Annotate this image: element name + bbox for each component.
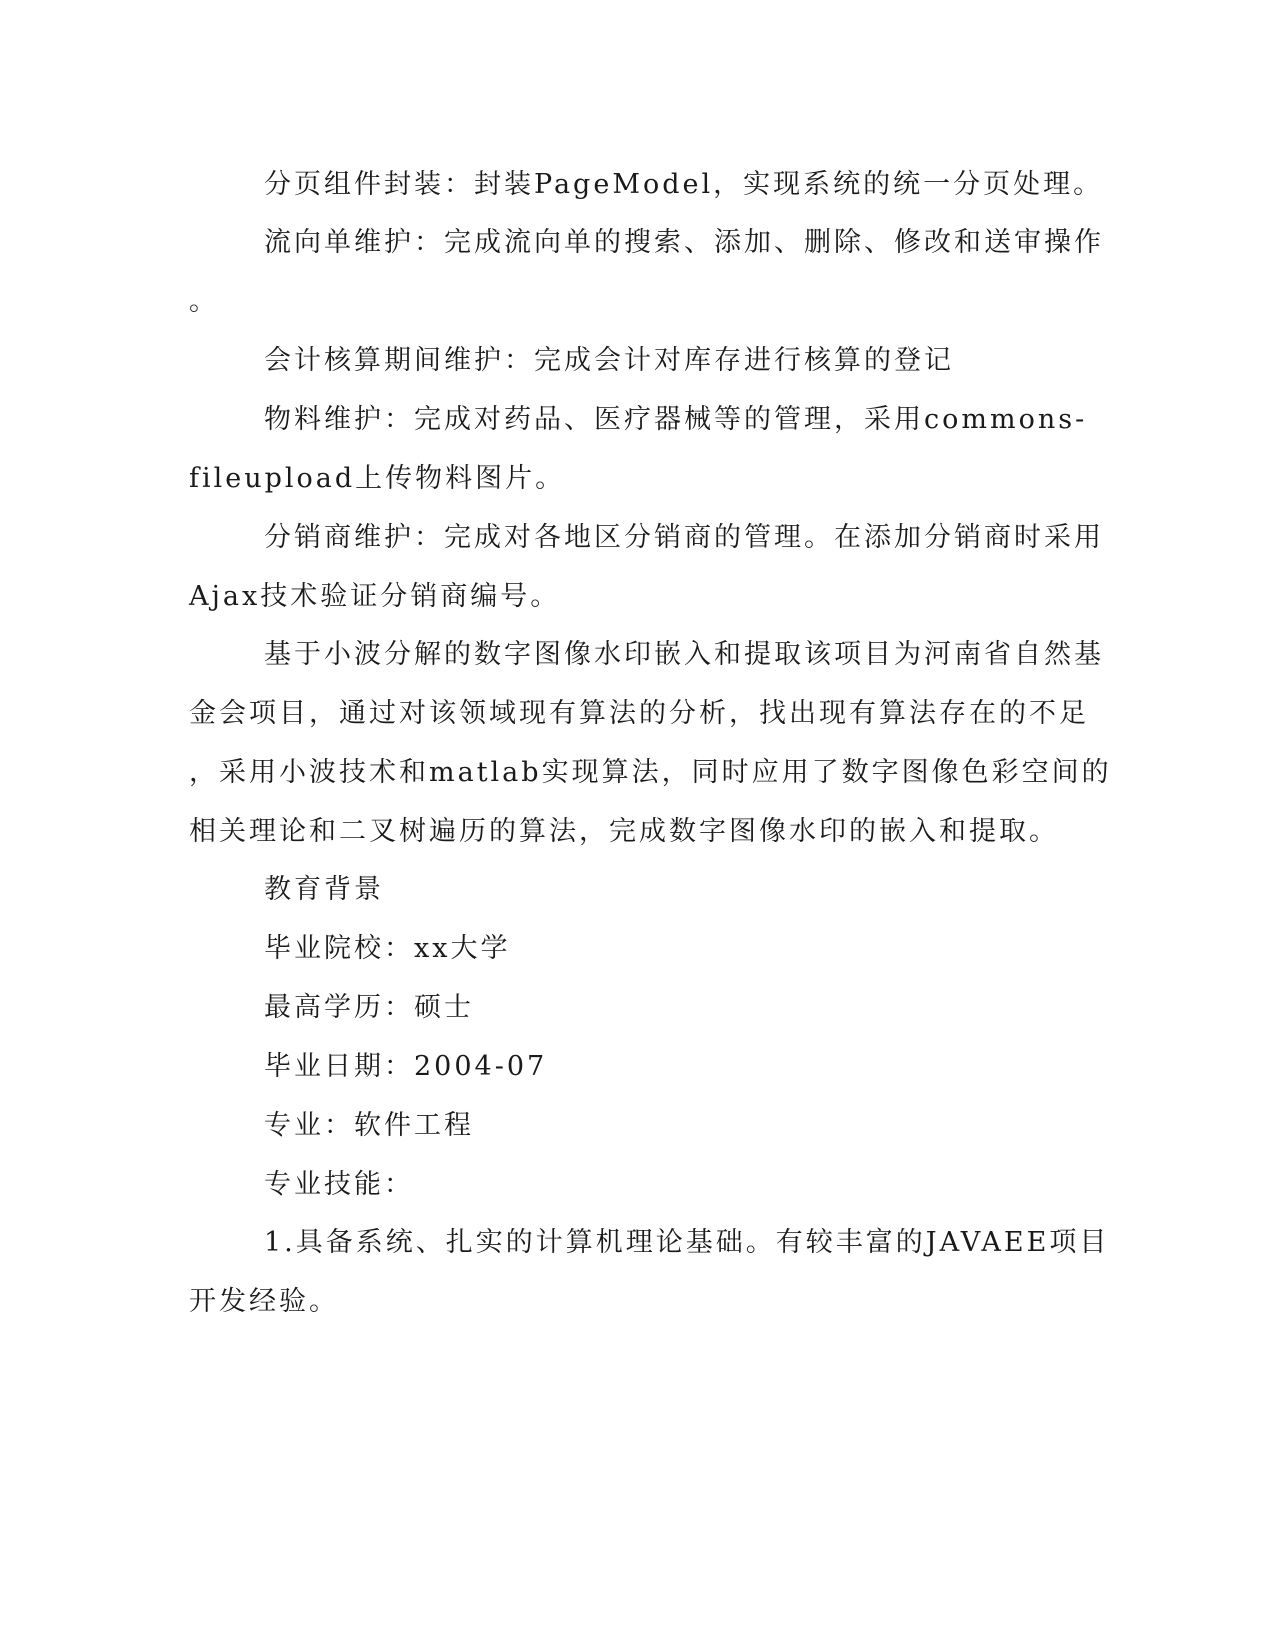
- text-line: 开发经验。: [189, 1286, 339, 1317]
- text-line: 分页组件封装：封装PageModel，实现系统的统一分页处理。: [264, 169, 1104, 200]
- text-line: 最高学历：硕士: [264, 992, 474, 1023]
- text-line: 物料维护：完成对药品、医疗器械等的管理，采用commons-: [264, 404, 1088, 435]
- text-line: 相关理论和二叉树遍历的算法，完成数字图像水印的嵌入和提取。: [189, 816, 1059, 847]
- text-line: 毕业日期：2004-07: [264, 1051, 548, 1082]
- text-line: 毕业院校：xx大学: [264, 933, 511, 964]
- text-line: ，采用小波技术和matlab实现算法，同时应用了数字图像色彩空间的: [189, 757, 1112, 788]
- text-line: 专业：软件工程: [264, 1110, 474, 1141]
- section-heading: 教育背景: [264, 874, 384, 905]
- text-line: 分销商维护：完成对各地区分销商的管理。在添加分销商时采用: [264, 522, 1104, 553]
- text-line: 流向单维护：完成流向单的搜索、添加、删除、修改和送审操作: [264, 227, 1104, 258]
- text-line: 基于小波分解的数字图像水印嵌入和提取该项目为河南省自然基: [264, 639, 1104, 670]
- text-line: 会计核算期间维护：完成会计对库存进行核算的登记: [264, 345, 954, 376]
- text-line: Ajax技术验证分销商编号。: [189, 581, 561, 612]
- text-line: 专业技能：: [264, 1169, 414, 1200]
- text-line: fileupload上传物料图片。: [189, 463, 566, 494]
- text-line: 。: [189, 286, 219, 317]
- text-line: 1.具备系统、扎实的计算机理论基础。有较丰富的JAVAEE项目: [264, 1227, 1110, 1258]
- text-line: 金会项目，通过对该领域现有算法的分析，找出现有算法存在的不足: [189, 698, 1089, 729]
